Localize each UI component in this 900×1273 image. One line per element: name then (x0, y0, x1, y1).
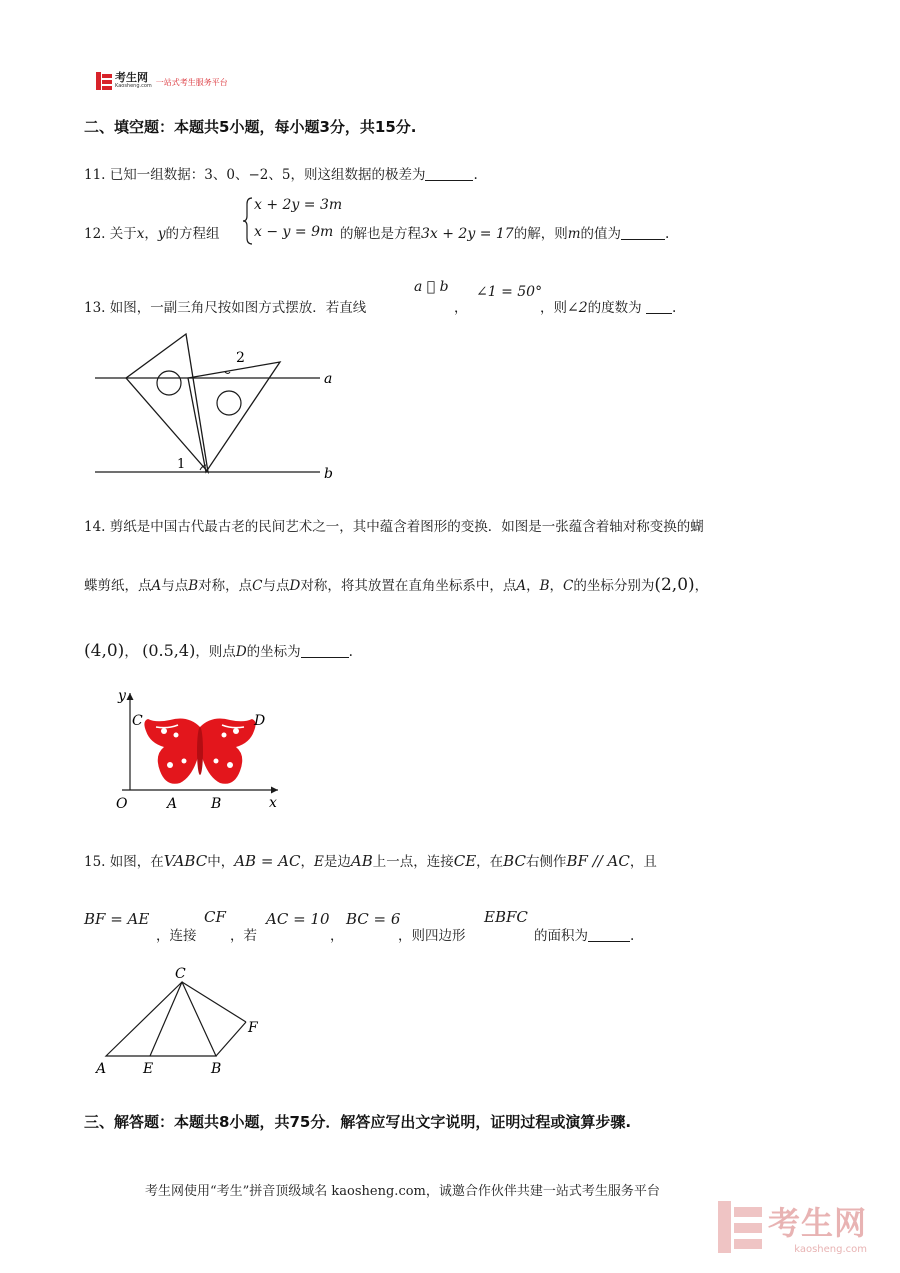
label-x: x (269, 795, 277, 811)
q15-text-13: 的面积为 (534, 928, 588, 944)
q15-ac-10: AC = 10 (266, 910, 330, 928)
question-14-line-3 (84, 640, 353, 661)
q14-sep-2: ， (549, 578, 564, 594)
q12-answer-blank[interactable] (621, 225, 665, 240)
q14-text-3a: ， (124, 644, 138, 660)
label-o: O (116, 796, 128, 812)
question-15-line-1 (84, 850, 844, 870)
q12-text-3: 的解也是方程 (340, 226, 421, 242)
label-a: A (167, 796, 178, 812)
q15-text-5: 上一点，连接 (372, 854, 454, 870)
q12-equation-1: x + 2y = 3m (254, 197, 343, 213)
q15-text-1: 如图，在 (109, 854, 164, 870)
label-f: F (248, 1020, 258, 1036)
q14-point-a: A (151, 578, 162, 594)
triangle-left-hole (157, 371, 181, 395)
section-2-heading (84, 116, 417, 137)
q14-number: 14. (84, 519, 106, 535)
q14-point-a-2: A (516, 578, 527, 594)
q11-answer-blank[interactable] (425, 166, 473, 181)
q15-segment-ab: AB (350, 852, 373, 870)
q15-text-9: ，连接 (156, 928, 197, 944)
q11-text-2: 、5，则这组数据的极差为 (268, 167, 426, 183)
q15-eq-ab-ac: AB = AC (234, 852, 301, 870)
q12-text-1: 关于 (109, 226, 137, 242)
q14-coord-b: (4,0) (84, 641, 125, 661)
q14-text-2c: 对称，点 (198, 578, 253, 594)
q14-coord-c: (0.5,4) (142, 641, 196, 660)
watermark-name: 考生网 (768, 1204, 868, 1242)
label-b: B (211, 796, 222, 812)
q15-number: 15. (84, 854, 106, 870)
q14-text-2e: 对称，将其放置在直角坐标系中，点 (300, 578, 517, 594)
section-3-mid: 小题，共 (229, 1113, 290, 1131)
question-14-line-2 (84, 574, 844, 595)
q14-end: . (348, 644, 353, 660)
figure-15-triangle (90, 962, 270, 1082)
figure-13-triangles (90, 330, 350, 485)
q14-coord-a: (2,0) (654, 575, 695, 595)
q15-quadrilateral: EBFC (484, 908, 528, 926)
q14-text-3c: 的坐标为 (246, 644, 301, 660)
q12-var-m: m (567, 226, 581, 242)
q15-text-12: ，则四边形 (398, 928, 466, 944)
q15-text-2: 中， (207, 854, 235, 870)
q12-text-4: 的解，则 (513, 226, 568, 242)
q15-text-10: ，若 (230, 928, 257, 944)
q11-text-1: 已知一组数据：3、0、 (109, 167, 249, 183)
q15-text-11: ， (330, 928, 344, 944)
section-3-heading (84, 1111, 631, 1132)
logo-text-block (115, 73, 152, 89)
q15-answer-blank[interactable] (588, 927, 630, 942)
label-b: B (211, 1061, 222, 1077)
logo-domain: Kaosheng.com (115, 83, 152, 89)
logo-slogan: 一站式考生服务平台 (155, 77, 228, 87)
q13-text-3: 的度数为 (587, 300, 642, 316)
q14-point-b: B (188, 578, 199, 594)
q15-bf-parallel-ac: BF // AC (566, 852, 630, 870)
q15-segment-ce: CE (453, 852, 477, 870)
q12-var-x: x (136, 226, 145, 242)
q13-answer-blank[interactable] (646, 299, 672, 314)
q15-segment-cf: CF (204, 908, 226, 926)
q15-text-8: ，且 (629, 854, 657, 870)
q14-point-c-2: C (563, 578, 574, 594)
section-2-mid2: 分，共 (329, 118, 375, 136)
q14-text-2d: 与点 (262, 578, 290, 594)
q14-point-d: D (289, 578, 301, 594)
section-2-points-each: 3 (319, 118, 330, 136)
section-3-total: 75 (289, 1113, 311, 1131)
question-12 (84, 194, 784, 250)
label-a: A (96, 1061, 107, 1077)
q12-var-y: y (157, 226, 166, 242)
q11-number: 11. (84, 167, 106, 183)
label-c: C (132, 713, 143, 729)
question-15-line-2 (84, 910, 844, 946)
q12-equation-2: x − y = 9m (254, 224, 334, 240)
section-3-count: 8 (219, 1113, 230, 1131)
q14-sep-1: ， (526, 578, 540, 594)
figure-14-butterfly-plane (108, 685, 288, 815)
section-2-count: 5 (219, 118, 230, 136)
q13-text-2: ，则 (540, 300, 567, 316)
q13-angle-1: ∠1 = 50° (476, 284, 543, 300)
q13-comma: ， (454, 300, 468, 316)
q12-text-5: 的值为 (580, 226, 622, 242)
watermark-domain: kaosheng.com (794, 1244, 868, 1255)
q15-eq-bf-ae: BF = AE (84, 910, 150, 928)
q15-text-3: ， (300, 854, 314, 870)
q14-text-2f: 的坐标分别为 (573, 578, 655, 594)
watermark-logo (718, 1198, 867, 1255)
q14-text-2g: ， (694, 578, 709, 594)
label-d: D (254, 713, 266, 729)
question-11 (84, 163, 478, 183)
q14-text-2a: 蝶剪纸，点 (84, 578, 152, 594)
q14-point-c: C (252, 578, 263, 594)
label-y: y (118, 688, 126, 704)
q14-answer-blank[interactable] (301, 643, 349, 658)
label-angle-2: 2 (236, 350, 245, 366)
q11-end: . (473, 167, 478, 183)
q15-point-e: E (314, 854, 324, 870)
q14-point-d-2: D (235, 644, 247, 660)
q11-negative-value: −2 (248, 167, 269, 183)
q13-end: . (671, 300, 677, 316)
segment-ce (150, 982, 182, 1056)
q12-end: . (665, 226, 670, 242)
q13-number: 13. (84, 300, 106, 316)
section-2-total: 15 (374, 118, 396, 136)
q12-number: 12. (84, 226, 106, 242)
section-3-suffix: 分．解答应写出文字说明，证明过程或演算步骤. (310, 1113, 632, 1131)
section-3-prefix: 三、解答题：本题共 (84, 1113, 220, 1131)
q13-angle-2: ∠2 (567, 300, 588, 316)
section-2-suffix: 分. (395, 118, 417, 136)
q14-point-b-2: B (539, 578, 550, 594)
q12-brace-icon (242, 196, 254, 246)
q12-equation-3: 3x + 2y = 17 (421, 226, 514, 242)
q15-triangle: VABC (163, 852, 208, 870)
section-2-prefix: 二、填空题：本题共 (84, 118, 220, 136)
q15-text-7: 右侧作 (525, 854, 567, 870)
q15-segment-bc: BC (503, 852, 526, 870)
q12-text-2: 的方程组 (165, 226, 220, 242)
logo-name: 考生网 (115, 71, 148, 84)
site-logo[interactable] (96, 72, 228, 90)
q13-text-1: 如图，一副三角尺按如图方式摆放．若直线 (109, 300, 367, 316)
watermark-icon (718, 1201, 762, 1253)
q15-end: . (630, 928, 635, 944)
q15-bc-6: BC = 6 (346, 910, 401, 928)
section-2-mid1: 小题，每小题 (229, 118, 320, 136)
q12-comma: ， (144, 226, 158, 242)
label-line-a: a (324, 371, 333, 387)
triangle-left (126, 334, 208, 472)
question-14-line-1 (84, 515, 704, 535)
q14-line-1: 剪纸是中国古代最古老的民间艺术之一，其中蕴含着图形的变换．如图是一张蕴含着轴对称变换的蝴 (109, 519, 704, 535)
label-c: C (175, 966, 186, 982)
q14-text-2b: 与点 (161, 578, 189, 594)
question-13 (84, 279, 784, 322)
angle-2-arc (225, 372, 230, 374)
label-line-b: b (324, 466, 333, 482)
q15-text-6: ，在 (476, 854, 504, 870)
segment-bf (216, 1022, 246, 1056)
footer-text[interactable]: 考生网使用“考生”拼音顶级域名 kaosheng.com，诚邀合作伙伴共建一站式考生服务平台 (145, 1184, 660, 1199)
q15-text-4: 是边 (323, 854, 351, 870)
label-e: E (143, 1061, 154, 1077)
triangle-right-hole (217, 391, 241, 415)
q14-text-3b: ，则点 (195, 644, 236, 660)
logo-icon (96, 72, 112, 90)
label-angle-1: 1 (177, 457, 186, 472)
q13-parallel-expression: a ⃞ b (414, 279, 449, 295)
